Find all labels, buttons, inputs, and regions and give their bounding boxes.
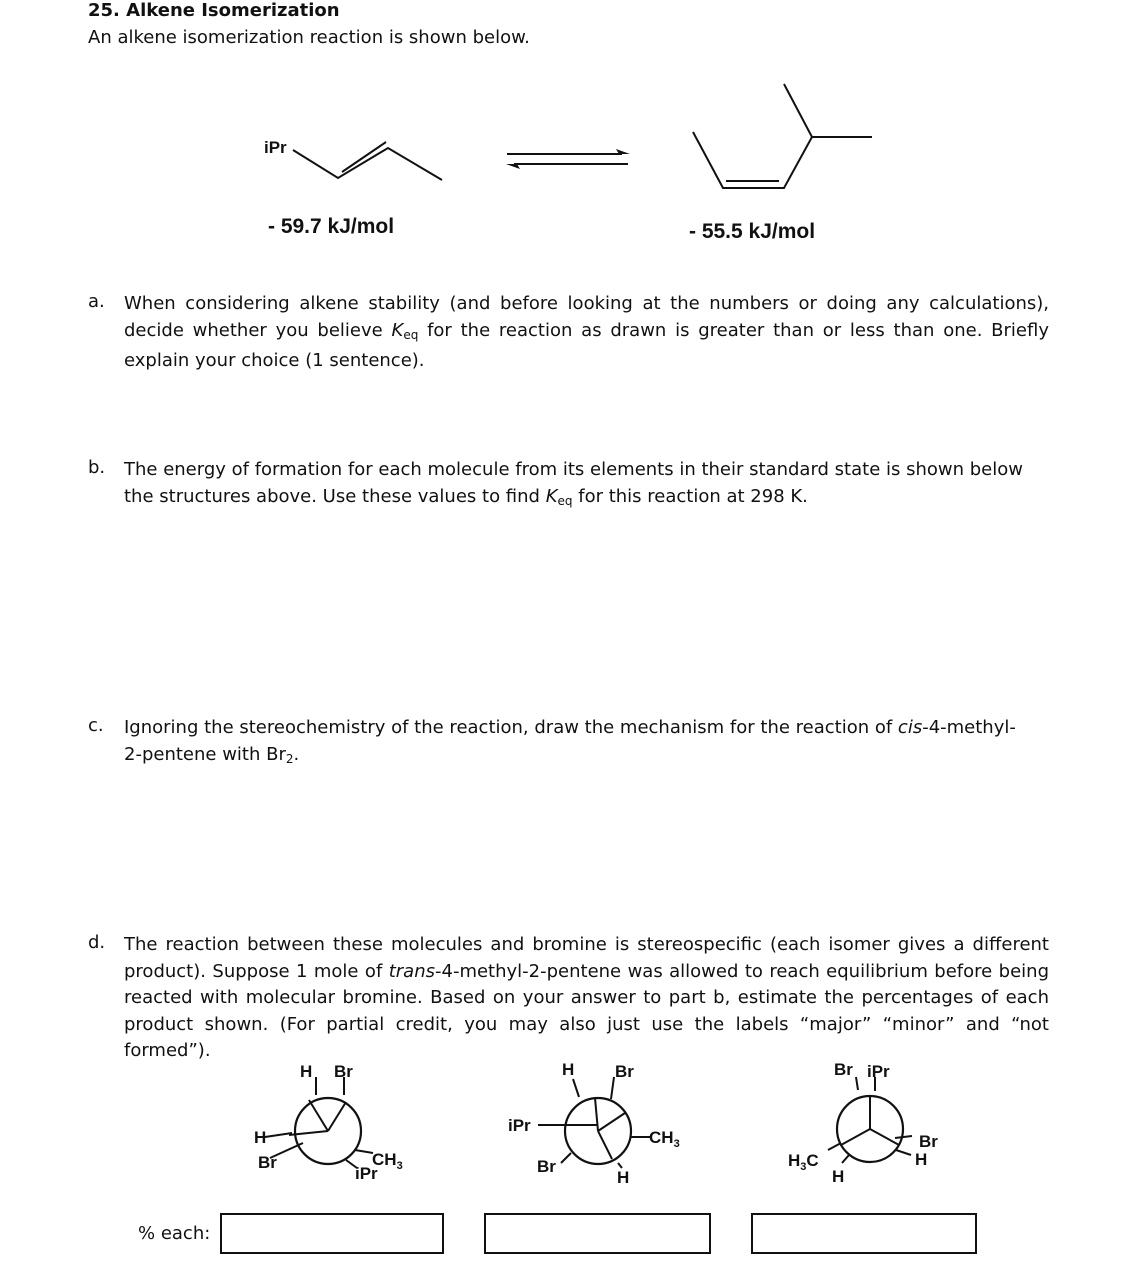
answer-box-2[interactable]	[484, 1213, 711, 1254]
question-a-letter: a.	[88, 291, 105, 312]
p2-left-bottom-label: Br	[537, 1157, 556, 1176]
p3-left-label: $H_3C$	[788, 1151, 819, 1173]
p1-top-left-label: H	[300, 1062, 313, 1081]
answer-box-1[interactable]	[220, 1213, 444, 1254]
p2-left-label: iPr	[508, 1116, 531, 1135]
p3-top-right-label: iPr	[867, 1062, 890, 1081]
p1-top-right-label: Br	[334, 1062, 353, 1081]
p3-right-bottom-label: H	[915, 1150, 928, 1169]
product-skeleton	[693, 84, 812, 188]
p3-top-left-label: Br	[834, 1060, 853, 1079]
question-d-text: The reaction between these molecules and bromine is stereospecific (each isomer gives a different product). Suppose 1 mole of trans-4-methyl-2-pentene was allowed to reach equilibrium before being reacted with molecular bromine. Based on your answer to part b, estimate the percentages of each product shown. (For partial credit, you may also just use the labels “major” “minor” and “not formed”).	[124, 934, 1049, 1061]
reactant-energy: - 59.7 kJ/mol	[268, 215, 395, 238]
p1-right-top-label: $CH_3$	[372, 1150, 403, 1172]
p2-right-label: $CH_3$	[649, 1128, 680, 1150]
question-d-letter: d.	[88, 932, 106, 953]
p1-right-bottom-label: iPr	[355, 1164, 378, 1183]
answer-box-3[interactable]	[751, 1213, 977, 1254]
p2-bottom-label: H	[617, 1168, 630, 1187]
reactant-skeleton	[293, 148, 442, 180]
p3-bottom-label: H	[832, 1167, 845, 1186]
newman-projection-2	[505, 1055, 705, 1190]
p1-left-bottom-label: Br	[258, 1153, 277, 1172]
question-c-text: Ignoring the stereochemistry of the reaction, draw the mechanism for the reaction of cis-4-methyl-2-pentene with $Br_2$.	[124, 717, 1016, 766]
reactant-ipr-label: iPr	[264, 138, 287, 157]
question-c-letter: c.	[88, 715, 104, 736]
question-b-text: The energy of formation for each molecule from its elements in their standard state is shown below the structures above. Use these values to find $K_{eq}$ for this reaction at 298 K.	[124, 459, 1023, 508]
reaction-scheme	[250, 70, 900, 200]
p2-top-right-label: Br	[615, 1062, 634, 1081]
p2-top-left-label: H	[562, 1060, 575, 1079]
question-b-letter: b.	[88, 457, 106, 478]
question-a-text: When considering alkene stability (and before looking at the numbers or doing any calculations), decide whether you believe $K_{eq}$ for the reaction as drawn is greater than or less than one. Briefly explain your choice (1 sentence).	[124, 293, 1049, 371]
product-energy: - 55.5 kJ/mol	[689, 220, 816, 243]
percent-each-label: % each:	[138, 1223, 211, 1244]
reactant-double-bond	[342, 142, 386, 172]
newman-projection-3	[780, 1055, 960, 1190]
p3-right-top-label: Br	[919, 1132, 938, 1151]
intro-text: An alkene isomerization reaction is shown below.	[88, 27, 530, 48]
p1-left-top-label: H	[254, 1128, 267, 1147]
question-title: 25. Alkene Isomerization	[88, 0, 340, 21]
newman-projection-1	[245, 1055, 425, 1190]
